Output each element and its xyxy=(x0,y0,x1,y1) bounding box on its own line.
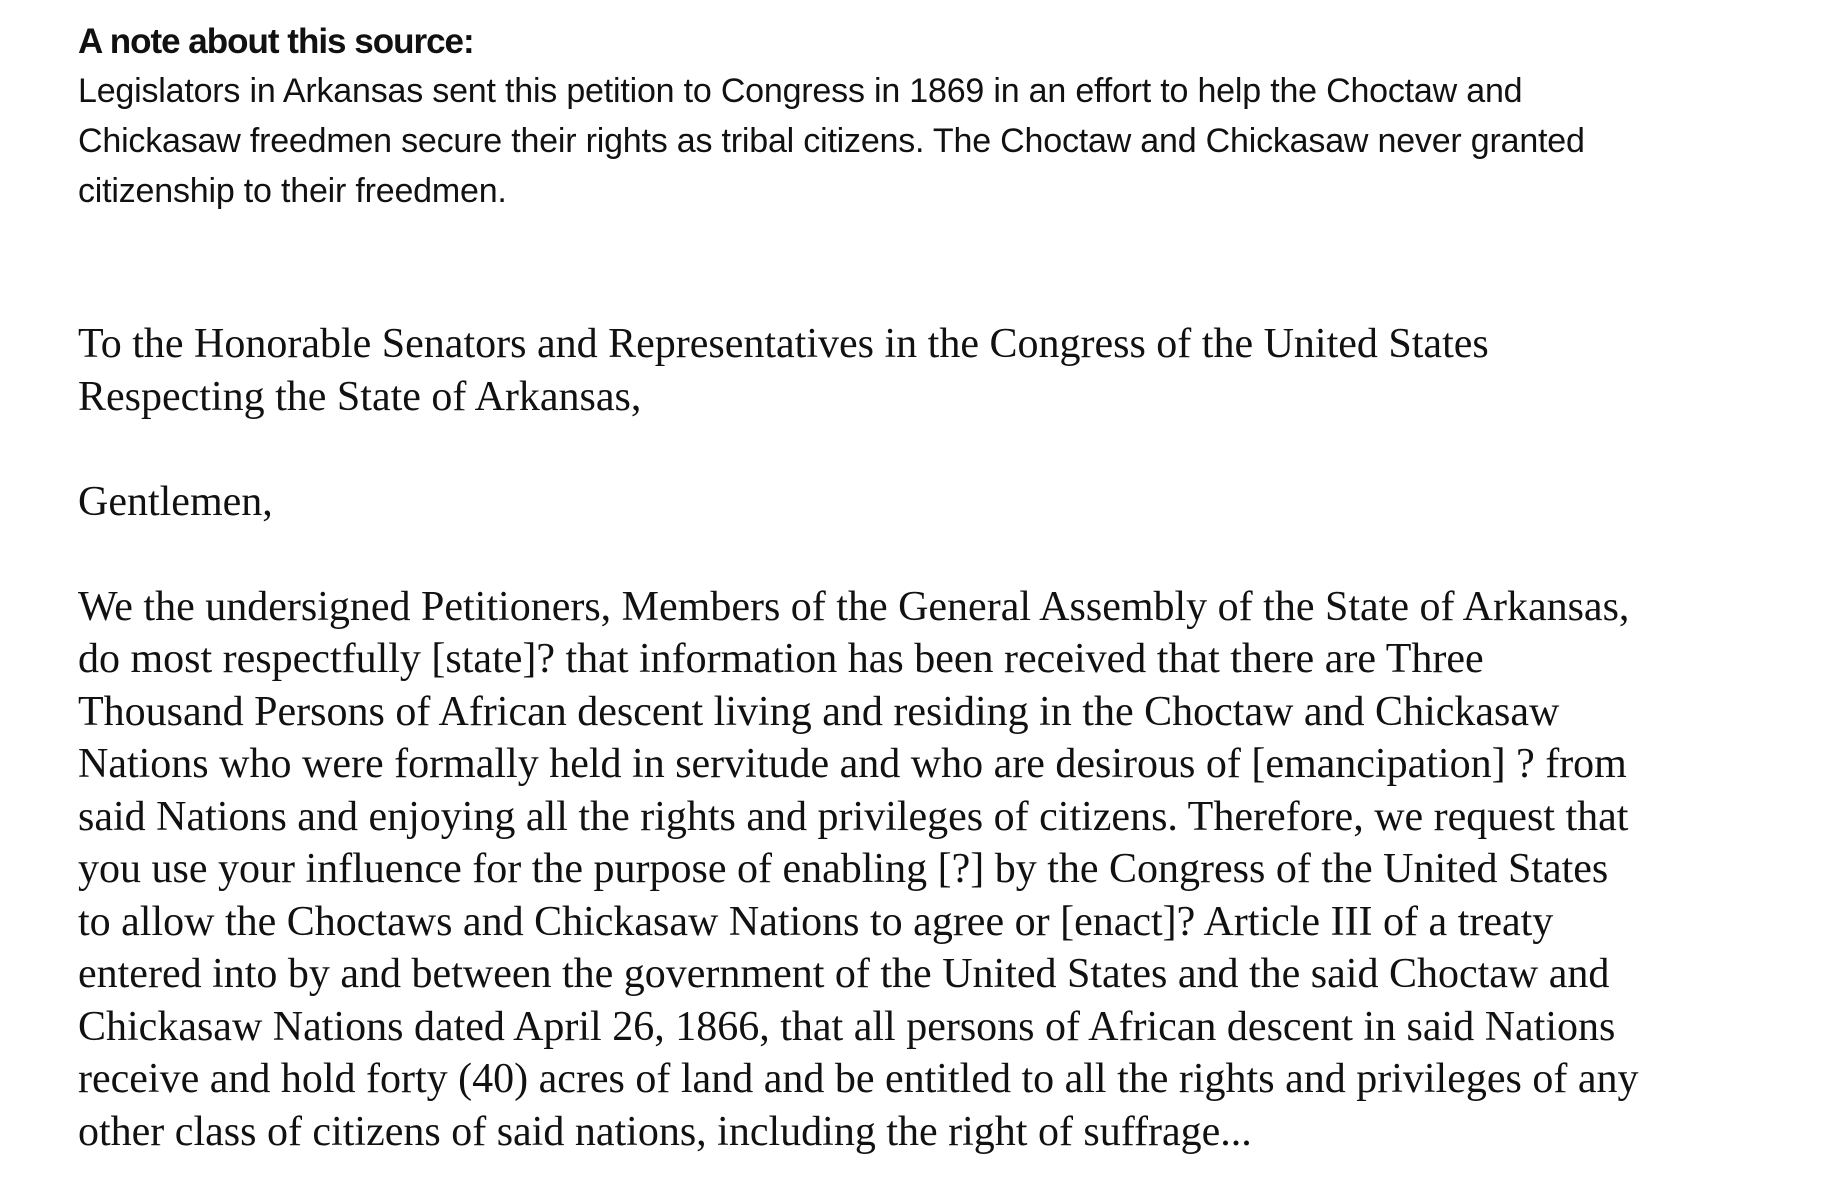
body-line: you use your influence for the purpose of enabling [?] by the Congress of the United States xyxy=(78,846,1609,892)
body-line: Thousand Persons of African descent living and residing in the Choctaw and Chickasaw xyxy=(78,688,1560,735)
address-line: Respecting the State of Arkansas, xyxy=(78,373,642,420)
body-line: do most respectfully [state]? that information has been received that there are Three xyxy=(78,636,1484,682)
salutation: Gentlemen, xyxy=(78,478,273,525)
note-line: Legislators in Arkansas sent this petition to Congress in 1869 in an effort to help the Choctaw and xyxy=(78,72,1523,110)
body-line: Chickasaw Nations dated April 26, 1866, that all persons of African descent in said Nations xyxy=(78,1003,1616,1050)
body-line: said Nations and enjoying all the rights and privileges of citizens. Therefore, we request that xyxy=(78,793,1629,840)
address-line: To the Honorable Senators and Representatives in the Congress of the United States xyxy=(78,321,1489,367)
body-line: Nations who were formally held in servitude and who are desirous of [emancipation] ? from xyxy=(78,741,1627,787)
body-line: We the undersigned Petitioners, Members of the General Assembly of the State of Arkansas, xyxy=(78,583,1630,630)
note-line: citizenship to their freedmen. xyxy=(78,172,507,210)
body-line: entered into by and between the government of the United States and the said Choctaw and xyxy=(78,951,1610,997)
source-note xyxy=(78,18,1585,216)
petition-text xyxy=(78,318,1638,1158)
body-line: other class of citizens of said nations, including the right of suffrage... xyxy=(78,1108,1252,1155)
body-line: to allow the Choctaws and Chickasaw Nations to agree or [enact]? Article III of a treaty xyxy=(78,898,1554,945)
body-line: receive and hold forty (40) acres of land and be entitled to all the rights and privileges of any xyxy=(78,1056,1639,1102)
note-title: A note about this source: xyxy=(78,22,474,61)
note-line: Chickasaw freedmen secure their rights as tribal citizens. The Choctaw and Chickasaw never granted xyxy=(78,122,1585,160)
